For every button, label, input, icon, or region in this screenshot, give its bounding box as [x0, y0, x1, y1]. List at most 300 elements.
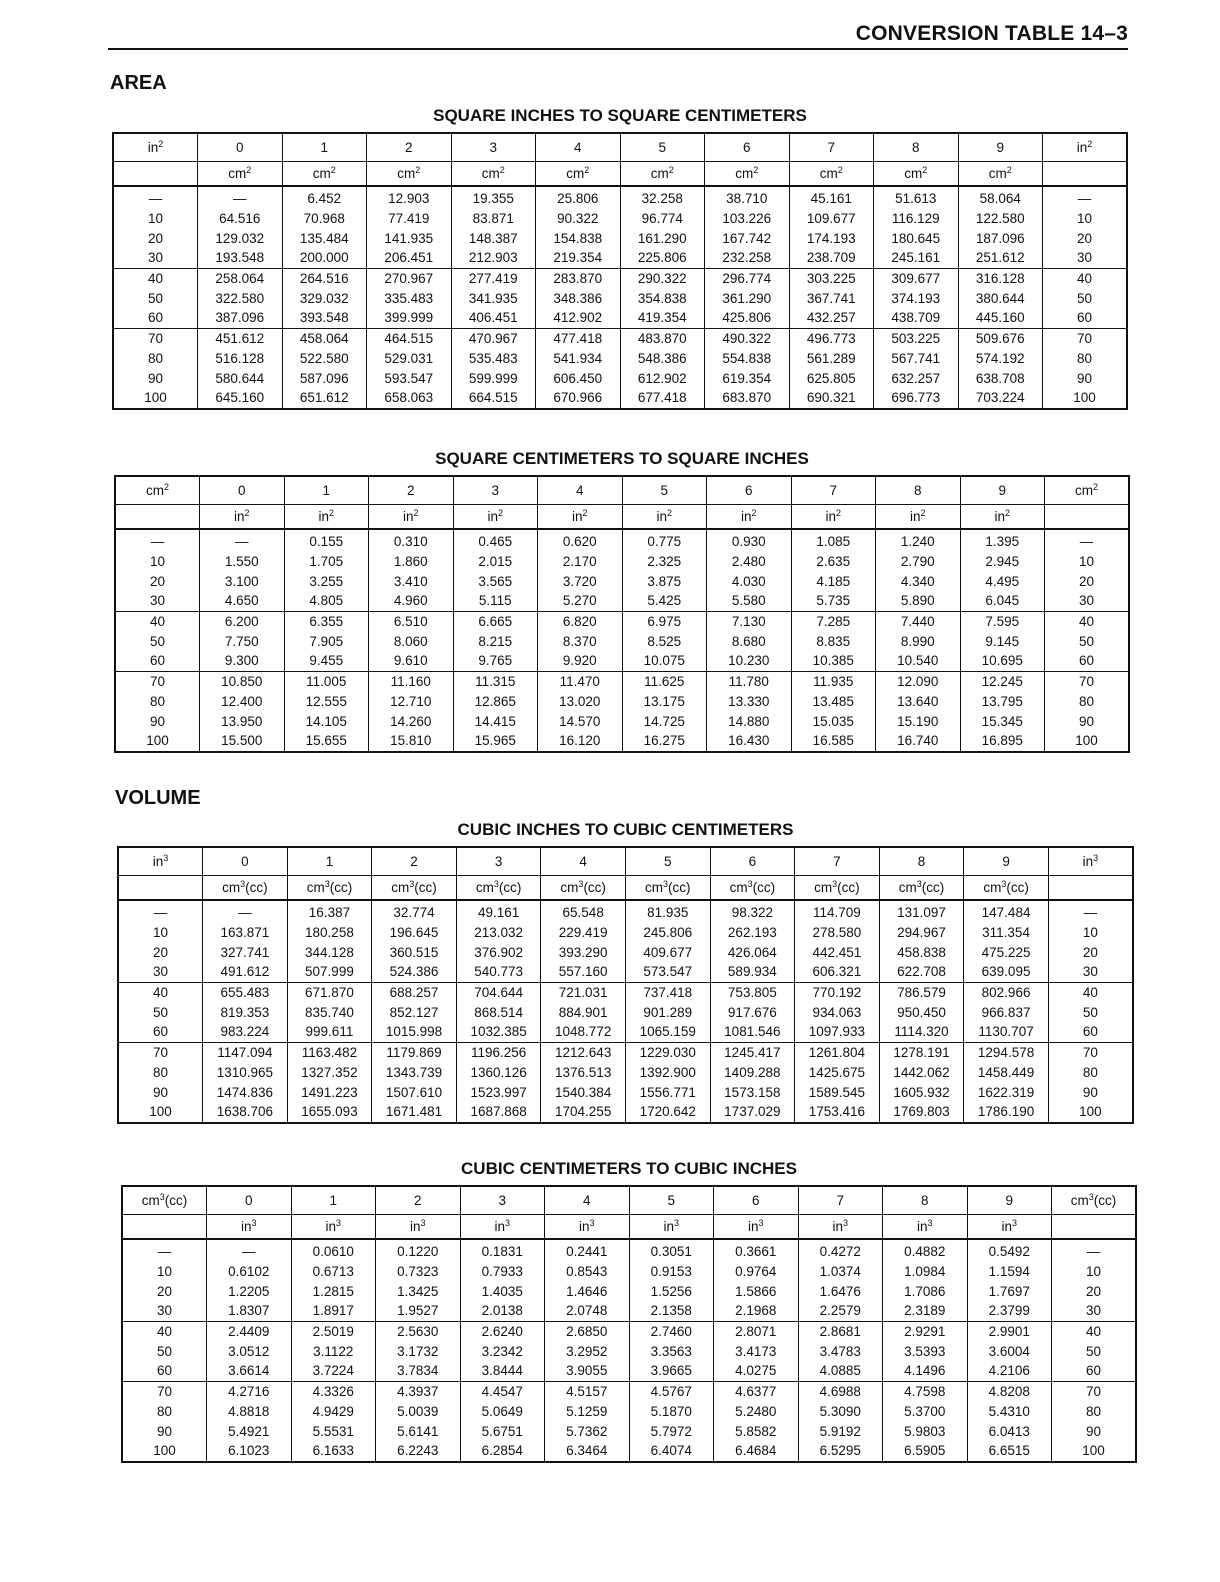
value-cell: 2.480: [707, 552, 792, 572]
row-label: 10: [113, 209, 198, 229]
row-label: 70: [113, 328, 198, 348]
value-cell: 5.6141: [376, 1421, 461, 1441]
value-cell: 2.635: [791, 552, 876, 572]
value-cell: 1163.482: [287, 1042, 372, 1062]
value-cell: 2.4409: [207, 1321, 292, 1341]
value-cell: 5.425: [622, 591, 707, 611]
value-cell: 1278.191: [879, 1042, 964, 1062]
value-cell: 1.705: [284, 552, 369, 572]
table-row: [122, 1321, 1136, 1341]
value-cell: 81.935: [625, 900, 710, 923]
value-cell: 0.310: [369, 529, 454, 552]
value-cell: 567.741: [874, 349, 959, 369]
value-cell: 64.516: [198, 209, 283, 229]
row-label: 20: [122, 1281, 207, 1301]
value-cell: 212.903: [451, 248, 536, 268]
row-label-right: —: [1052, 1239, 1137, 1262]
value-cell: 0.775: [622, 529, 707, 552]
value-cell: 580.644: [198, 368, 283, 388]
value-cell: 1425.675: [795, 1063, 880, 1083]
value-cell: 387.096: [198, 308, 283, 328]
value-cell: 0.6102: [207, 1262, 292, 1282]
unit-spacer: [1043, 162, 1128, 187]
value-cell: 5.4921: [207, 1421, 292, 1441]
value-cell: 5.1259: [545, 1402, 630, 1422]
column-header: 3: [453, 476, 538, 505]
value-cell: 8.680: [707, 631, 792, 651]
value-cell: 917.676: [710, 1002, 795, 1022]
value-cell: 625.805: [789, 368, 874, 388]
table-row: [113, 388, 1127, 409]
value-cell: 1015.998: [372, 1022, 457, 1042]
value-cell: 0.7323: [376, 1262, 461, 1282]
value-cell: 688.257: [372, 982, 457, 1002]
value-cell: 348.386: [536, 288, 621, 308]
value-cell: 98.322: [710, 900, 795, 923]
value-cell: 14.570: [538, 711, 623, 731]
value-cell: 2.9901: [967, 1321, 1052, 1341]
value-cell: 1.3425: [376, 1281, 461, 1301]
value-cell: 8.990: [876, 631, 961, 651]
value-cell: 5.580: [707, 591, 792, 611]
value-cell: 4.650: [200, 591, 285, 611]
column-header: 9: [964, 847, 1049, 876]
value-cell: 445.160: [958, 308, 1043, 328]
row-label: 40: [115, 611, 200, 631]
value-cell: 1130.707: [964, 1022, 1049, 1042]
value-cell: 16.430: [707, 731, 792, 752]
value-cell: 77.419: [367, 209, 452, 229]
page-title: CONVERSION TABLE 14–3: [855, 22, 1128, 45]
value-cell: 6.1023: [207, 1441, 292, 1462]
value-cell: 1032.385: [456, 1022, 541, 1042]
table-sq-in-to-sq-cm: [112, 104, 1128, 410]
value-cell: 6.200: [200, 611, 285, 631]
value-cell: 278.580: [795, 923, 880, 943]
value-cell: 0.4882: [883, 1239, 968, 1262]
value-cell: 225.806: [620, 248, 705, 268]
value-cell: 1.2815: [291, 1281, 376, 1301]
value-cell: 5.890: [876, 591, 961, 611]
table-row: [113, 288, 1127, 308]
table-row: [115, 631, 1129, 651]
value-cell: 180.645: [874, 228, 959, 248]
column-header: 3: [456, 847, 541, 876]
value-cell: 1.240: [876, 529, 961, 552]
value-cell: 425.806: [705, 308, 790, 328]
value-cell: 12.865: [453, 692, 538, 712]
header-row: [115, 476, 1129, 505]
value-cell: 2.0138: [460, 1301, 545, 1321]
value-cell: 983.224: [203, 1022, 288, 1042]
unit-cell: $cm^3(cc)$: [879, 876, 964, 901]
value-cell: 193.548: [198, 248, 283, 268]
table-row: [115, 711, 1129, 731]
value-cell: 573.547: [625, 962, 710, 982]
row-label: 10: [115, 552, 200, 572]
unit-cell: $in^3$: [460, 1215, 545, 1240]
value-cell: 10.850: [200, 671, 285, 691]
unit-cell: $in^3$: [291, 1215, 376, 1240]
value-cell: 2.325: [622, 552, 707, 572]
value-cell: 2.9291: [883, 1321, 968, 1341]
value-cell: 7.905: [284, 631, 369, 651]
value-cell: 458.838: [879, 942, 964, 962]
value-cell: 6.6515: [967, 1441, 1052, 1462]
value-cell: 3.7834: [376, 1361, 461, 1381]
table-row: [115, 571, 1129, 591]
corner-unit-cell: $cm^3(cc)$: [122, 1186, 207, 1215]
table-row: [118, 1002, 1133, 1022]
value-cell: 1491.223: [287, 1082, 372, 1102]
row-label-right: 80: [1048, 1063, 1133, 1083]
value-cell: 309.677: [874, 268, 959, 288]
value-cell: 12.710: [369, 692, 454, 712]
value-cell: 770.192: [795, 982, 880, 1002]
value-cell: 464.515: [367, 328, 452, 348]
column-header: 7: [798, 1186, 883, 1215]
value-cell: 13.640: [876, 692, 961, 712]
value-cell: 2.790: [876, 552, 961, 572]
table-row: [118, 1022, 1133, 1042]
value-cell: 737.418: [625, 982, 710, 1002]
value-cell: 5.0649: [460, 1402, 545, 1422]
value-cell: 442.451: [795, 942, 880, 962]
value-cell: 232.258: [705, 248, 790, 268]
value-cell: 3.5393: [883, 1341, 968, 1361]
value-cell: 438.709: [874, 308, 959, 328]
value-cell: 8.215: [453, 631, 538, 651]
value-cell: 12.555: [284, 692, 369, 712]
row-label-right: 90: [1045, 711, 1130, 731]
value-cell: 6.4684: [714, 1441, 799, 1462]
value-cell: 6.665: [453, 611, 538, 631]
value-cell: 1212.643: [541, 1042, 626, 1062]
value-cell: 638.708: [958, 368, 1043, 388]
corner-unit-cell-right: $in^2$: [1043, 133, 1128, 162]
row-label: 100: [122, 1441, 207, 1462]
value-cell: 5.735: [791, 591, 876, 611]
value-cell: 619.354: [705, 368, 790, 388]
value-cell: 477.418: [536, 328, 621, 348]
value-cell: 7.285: [791, 611, 876, 631]
table-row: [113, 328, 1127, 348]
column-header: 6: [714, 1186, 799, 1215]
value-cell: 15.500: [200, 731, 285, 752]
value-cell: 8.525: [622, 631, 707, 651]
unit-cell: $cm^3(cc)$: [372, 876, 457, 901]
row-label: 50: [118, 1002, 203, 1022]
row-label-right: 80: [1045, 692, 1130, 712]
table-row: [122, 1402, 1136, 1422]
value-cell: 606.450: [536, 368, 621, 388]
value-cell: 6.355: [284, 611, 369, 631]
value-cell: 670.966: [536, 388, 621, 409]
value-cell: 0.7933: [460, 1262, 545, 1282]
value-cell: 1.9527: [376, 1301, 461, 1321]
column-header: 1: [291, 1186, 376, 1215]
value-cell: 529.031: [367, 349, 452, 369]
value-cell: 0.1831: [460, 1239, 545, 1262]
column-header: 8: [876, 476, 961, 505]
value-cell: 329.032: [282, 288, 367, 308]
value-cell: 51.613: [874, 186, 959, 209]
value-cell: 6.4074: [629, 1441, 714, 1462]
row-label: 20: [115, 571, 200, 591]
corner-unit-cell-right: $cm^3(cc)$: [1052, 1186, 1137, 1215]
unit-cell: $in^2$: [622, 505, 707, 530]
row-label-right: 90: [1048, 1082, 1133, 1102]
value-cell: 5.3090: [798, 1402, 883, 1422]
table-row: [115, 731, 1129, 752]
row-label-right: 100: [1043, 388, 1128, 409]
value-cell: 1.8307: [207, 1301, 292, 1321]
row-label: 20: [118, 942, 203, 962]
value-cell: 671.870: [287, 982, 372, 1002]
value-cell: 15.190: [876, 711, 961, 731]
row-label: —: [118, 900, 203, 923]
row-label: 40: [113, 268, 198, 288]
value-cell: —: [203, 900, 288, 923]
value-cell: 0.1220: [376, 1239, 461, 1262]
row-label-right: 90: [1043, 368, 1128, 388]
value-cell: 1.4035: [460, 1281, 545, 1301]
value-cell: 540.773: [456, 962, 541, 982]
value-cell: 0.2441: [545, 1239, 630, 1262]
row-label-right: 70: [1048, 1042, 1133, 1062]
value-cell: 163.871: [203, 923, 288, 943]
value-cell: 200.000: [282, 248, 367, 268]
value-cell: 4.5767: [629, 1381, 714, 1401]
value-cell: 639.095: [964, 962, 1049, 982]
value-cell: 283.870: [536, 268, 621, 288]
value-cell: 376.902: [456, 942, 541, 962]
value-cell: 13.485: [791, 692, 876, 712]
row-label: 90: [118, 1082, 203, 1102]
value-cell: 49.161: [456, 900, 541, 923]
unit-cell: $cm^3(cc)$: [287, 876, 372, 901]
row-label-right: 20: [1045, 571, 1130, 591]
value-cell: 1573.158: [710, 1082, 795, 1102]
unit-cell: $cm^2$: [874, 162, 959, 187]
column-header: 5: [620, 133, 705, 162]
value-cell: 4.2716: [207, 1381, 292, 1401]
value-cell: 664.515: [451, 388, 536, 409]
value-cell: 14.725: [622, 711, 707, 731]
row-label: 60: [113, 308, 198, 328]
row-label: 10: [122, 1262, 207, 1282]
column-header: 9: [958, 133, 1043, 162]
value-cell: 4.960: [369, 591, 454, 611]
value-cell: 451.612: [198, 328, 283, 348]
unit-cell: $in^3$: [376, 1215, 461, 1240]
value-cell: 483.870: [620, 328, 705, 348]
value-cell: 14.260: [369, 711, 454, 731]
value-cell: 206.451: [367, 248, 452, 268]
row-label-right: 10: [1048, 923, 1133, 943]
row-label: 60: [118, 1022, 203, 1042]
value-cell: 1720.642: [625, 1102, 710, 1123]
column-header: 7: [795, 847, 880, 876]
value-cell: 2.3189: [883, 1301, 968, 1321]
unit-spacer: [1045, 505, 1130, 530]
unit-cell: $in^3$: [545, 1215, 630, 1240]
value-cell: 0.3051: [629, 1239, 714, 1262]
column-header: 4: [545, 1186, 630, 1215]
value-cell: 4.4547: [460, 1381, 545, 1401]
row-label-right: 40: [1052, 1321, 1137, 1341]
value-cell: 270.967: [367, 268, 452, 288]
row-label-right: —: [1048, 900, 1133, 923]
value-cell: 251.612: [958, 248, 1043, 268]
value-cell: 1294.578: [964, 1042, 1049, 1062]
corner-unit-cell: $cm^2$: [115, 476, 200, 505]
value-cell: 4.805: [284, 591, 369, 611]
unit-cell: $cm^2$: [198, 162, 283, 187]
unit-cell: $cm^2$: [367, 162, 452, 187]
value-cell: 1458.449: [964, 1063, 1049, 1083]
row-label-right: 70: [1045, 671, 1130, 691]
unit-cell: $cm^3(cc)$: [795, 876, 880, 901]
value-cell: 884.901: [541, 1002, 626, 1022]
value-cell: 374.193: [874, 288, 959, 308]
row-label-right: 50: [1048, 1002, 1133, 1022]
value-cell: 1.0984: [883, 1262, 968, 1282]
row-label: 30: [118, 962, 203, 982]
value-cell: 116.129: [874, 209, 959, 229]
value-cell: 645.160: [198, 388, 283, 409]
value-cell: 3.565: [453, 571, 538, 591]
row-label-right: —: [1043, 186, 1128, 209]
value-cell: 1704.255: [541, 1102, 626, 1123]
value-cell: 1.2205: [207, 1281, 292, 1301]
value-cell: 277.419: [451, 268, 536, 288]
row-label-right: 100: [1045, 731, 1130, 752]
table-row: [113, 308, 1127, 328]
value-cell: 6.820: [538, 611, 623, 631]
value-cell: 1048.772: [541, 1022, 626, 1042]
table-row: [113, 186, 1127, 209]
row-label: 70: [122, 1381, 207, 1401]
value-cell: 11.780: [707, 671, 792, 691]
value-cell: 1.7697: [967, 1281, 1052, 1301]
row-label-right: 30: [1052, 1301, 1137, 1321]
unit-cell: $in^3$: [207, 1215, 292, 1240]
value-cell: 6.5295: [798, 1441, 883, 1462]
value-cell: 0.9764: [714, 1262, 799, 1282]
value-cell: 4.030: [707, 571, 792, 591]
value-cell: 2.5019: [291, 1321, 376, 1341]
value-cell: 38.710: [705, 186, 790, 209]
row-label: 80: [113, 349, 198, 369]
row-label: 60: [122, 1361, 207, 1381]
unit-row: [113, 162, 1127, 187]
unit-row: [118, 876, 1133, 901]
value-cell: 174.193: [789, 228, 874, 248]
table-row: [122, 1301, 1136, 1321]
row-label-right: 50: [1043, 288, 1128, 308]
table-row: [113, 248, 1127, 268]
column-header: 2: [376, 1186, 461, 1215]
table-row: [115, 591, 1129, 611]
value-cell: 1622.319: [964, 1082, 1049, 1102]
table-row: [113, 209, 1127, 229]
row-label-right: 20: [1052, 1281, 1137, 1301]
unit-cell: $in^2$: [453, 505, 538, 530]
value-cell: 0.5492: [967, 1239, 1052, 1262]
value-cell: 1147.094: [203, 1042, 288, 1062]
value-cell: 296.774: [705, 268, 790, 288]
unit-cell: $in^3$: [883, 1215, 968, 1240]
value-cell: 141.935: [367, 228, 452, 248]
value-cell: 1523.997: [456, 1082, 541, 1102]
value-cell: 11.005: [284, 671, 369, 691]
value-cell: 393.548: [282, 308, 367, 328]
table-row: [122, 1239, 1136, 1262]
table-row: [118, 962, 1133, 982]
value-cell: 0.4272: [798, 1239, 883, 1262]
table-row: [118, 942, 1133, 962]
value-cell: 148.387: [451, 228, 536, 248]
value-cell: 2.945: [960, 552, 1045, 572]
value-cell: 135.484: [282, 228, 367, 248]
value-cell: 5.5531: [291, 1421, 376, 1441]
unit-cell: $cm^3(cc)$: [203, 876, 288, 901]
value-cell: 4.0885: [798, 1361, 883, 1381]
value-cell: 3.8444: [460, 1361, 545, 1381]
row-label: —: [122, 1239, 207, 1262]
value-cell: 901.289: [625, 1002, 710, 1022]
column-header: 3: [451, 133, 536, 162]
value-cell: 294.967: [879, 923, 964, 943]
table-row: [118, 900, 1133, 923]
row-label-right: 20: [1048, 942, 1133, 962]
unit-spacer: [113, 162, 198, 187]
value-cell: 1196.256: [456, 1042, 541, 1062]
column-header: 4: [541, 847, 626, 876]
value-cell: 1114.320: [879, 1022, 964, 1042]
value-cell: 1310.965: [203, 1063, 288, 1083]
value-cell: 2.0748: [545, 1301, 630, 1321]
value-cell: 393.290: [541, 942, 626, 962]
value-cell: 245.806: [625, 923, 710, 943]
corner-unit-cell-right: $in^3$: [1048, 847, 1133, 876]
value-cell: 3.875: [622, 571, 707, 591]
conversion-table: [112, 132, 1128, 410]
column-header: 0: [203, 847, 288, 876]
value-cell: 311.354: [964, 923, 1049, 943]
value-cell: 1.550: [200, 552, 285, 572]
value-cell: 109.677: [789, 209, 874, 229]
row-label: 40: [118, 982, 203, 1002]
value-cell: 4.0275: [714, 1361, 799, 1381]
value-cell: 1507.610: [372, 1082, 457, 1102]
value-cell: 4.6988: [798, 1381, 883, 1401]
value-cell: 677.418: [620, 388, 705, 409]
table-title: SQUARE INCHES TO SQUARE CENTIMETERS: [433, 106, 807, 125]
value-cell: 3.6614: [207, 1361, 292, 1381]
row-label: 100: [113, 388, 198, 409]
value-cell: 11.315: [453, 671, 538, 691]
value-cell: 15.345: [960, 711, 1045, 731]
value-cell: 1687.868: [456, 1102, 541, 1123]
value-cell: 2.170: [538, 552, 623, 572]
page-header: [108, 22, 1128, 50]
unit-cell: $cm^3(cc)$: [541, 876, 626, 901]
value-cell: 412.902: [536, 308, 621, 328]
value-cell: 606.321: [795, 962, 880, 982]
value-cell: 6.2243: [376, 1441, 461, 1462]
